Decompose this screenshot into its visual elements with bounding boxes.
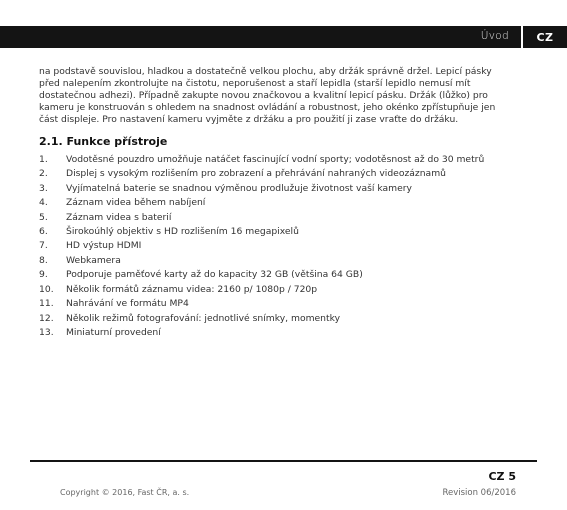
header-bar bbox=[0, 26, 521, 48]
footer-divider bbox=[30, 460, 537, 462]
list-item-text: Vyjímatelná baterie se snadnou výměnou prodlužuje životnost vaší kamery bbox=[66, 182, 412, 194]
list-item-number: 4. bbox=[39, 197, 48, 209]
page-number: CZ 5 bbox=[488, 470, 516, 483]
list-item-number: 9. bbox=[39, 269, 48, 281]
list-item-number: 11. bbox=[39, 298, 54, 310]
list-item-text: Nahrávání ve formátu MP4 bbox=[66, 298, 189, 310]
list-item-number: 1. bbox=[39, 153, 48, 165]
intro-paragraph: na podstavě souvislou, hladkou a dostatečně velkou plochu, aby držák správně držel. Lepicí pásky před nalepením zkontrolujte na čistotu, neporušenost a staří lepidla (starší lepidlo nemusí mít dostatečnou adhezi). Případně zakupte novou značkovou a kvalitní lepicí pásku. Držák (lůžko) pro kameru je konstruován s ohledem na snadnost ovládání a robustnost, jeho okénko zpřístupňuje jen část displeje. Pro nastavení kameru vyjměte z držáku a pro použití ji zase vraťte do držáku. bbox=[39, 66, 496, 126]
list-item-text: HD výstup HDMI bbox=[66, 240, 142, 252]
list-item-text: Několik formátů záznamu videa: 2160 p/ 1080p / 720p bbox=[66, 283, 318, 295]
list-item-text: Vodotěsné pouzdro umožňuje natáčet fascinující vodní sporty; vodotěsnost až do 30 metrů bbox=[66, 153, 485, 165]
list-item bbox=[39, 284, 509, 296]
list-item bbox=[39, 168, 509, 180]
list-item-number: 3. bbox=[39, 182, 48, 194]
page-content bbox=[39, 66, 509, 342]
list-item bbox=[39, 197, 509, 209]
section-title: Úvod bbox=[480, 30, 509, 42]
list-item bbox=[39, 212, 509, 224]
list-item-number: 8. bbox=[39, 254, 48, 266]
list-item-number: 10. bbox=[39, 283, 54, 295]
language-tab: CZ bbox=[523, 26, 567, 48]
section-heading: 2.1. Funkce přístroje bbox=[39, 135, 168, 149]
list-item-number: 6. bbox=[39, 225, 48, 237]
list-item bbox=[39, 327, 509, 339]
list-item-text: Několik režimů fotografování: jednotlivé snímky, momentky bbox=[66, 312, 341, 324]
revision-text: Revision 06/2016 bbox=[442, 488, 516, 498]
list-item bbox=[39, 226, 509, 238]
list-item-number: 13. bbox=[39, 327, 54, 339]
list-item bbox=[39, 154, 509, 166]
list-item bbox=[39, 298, 509, 310]
list-item-text: Záznam videa s baterií bbox=[66, 211, 172, 223]
copyright-text: Copyright © 2016, Fast ČR, a. s. bbox=[60, 488, 190, 497]
feature-list bbox=[39, 154, 509, 340]
list-item bbox=[39, 240, 509, 252]
list-item-number: 7. bbox=[39, 240, 48, 252]
list-item bbox=[39, 313, 509, 325]
list-item bbox=[39, 183, 509, 195]
list-item-text: Miniaturní provedení bbox=[66, 327, 161, 339]
list-item-text: Webkamera bbox=[66, 254, 121, 266]
list-item-text: Širokoúhlý objektiv s HD rozlišením 16 megapixelů bbox=[66, 225, 299, 237]
list-item-number: 12. bbox=[39, 312, 54, 324]
list-item-text: Záznam videa během nabíjení bbox=[66, 197, 206, 209]
list-item bbox=[39, 255, 509, 267]
list-item bbox=[39, 269, 509, 281]
list-item-text: Displej s vysokým rozlišením pro zobrazení a přehrávání nahraných videozáznamů bbox=[66, 168, 446, 180]
list-item-number: 5. bbox=[39, 211, 48, 223]
list-item-number: 2. bbox=[39, 168, 48, 180]
list-item-text: Podporuje paměťové karty až do kapacity 32 GB (většina 64 GB) bbox=[66, 269, 363, 281]
